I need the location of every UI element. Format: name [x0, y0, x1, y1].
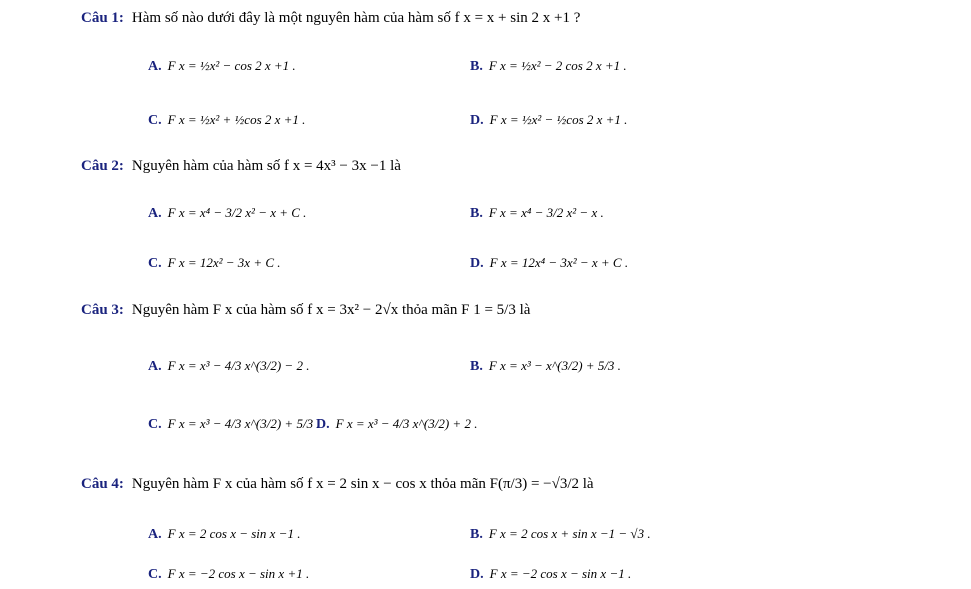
question-number: Câu 2:: [81, 158, 124, 174]
option-3d: D. F x = x³ − 4/3 x^(3/2) + 2 .: [316, 416, 478, 432]
option-2a: A. F x = x⁴ − 3/2 x² − x + C .: [148, 205, 307, 221]
option-1b: B. F x = ½x² − 2 cos 2 x +1 .: [470, 58, 627, 74]
question-4: [81, 476, 594, 493]
option-2d: D. F x = 12x⁴ − 3x² − x + C .: [470, 255, 629, 271]
question-number: Câu 4:: [81, 476, 124, 492]
question-stem: Nguyên hàm F x của hàm số f x = 2 sin x − cos x thỏa mãn F(π/3) = −√3/2 là: [131, 476, 594, 492]
option-2c: C. F x = 12x² − 3x + C .: [148, 255, 281, 271]
question-stem: Nguyên hàm của hàm số f x = 4x³ − 3x −1 là: [131, 158, 401, 174]
question-stem: Nguyên hàm F x của hàm số f x = 3x² − 2√x thỏa mãn F 1 = 5/3 là: [131, 302, 531, 318]
option-4a: A. F x = 2 cos x − sin x −1 .: [148, 526, 301, 542]
question-number: Câu 3:: [81, 302, 124, 318]
question-3: [81, 302, 530, 319]
question-stem: Hàm số nào dưới đây là một nguyên hàm của hàm số f x = x + sin 2 x +1 ?: [131, 10, 581, 26]
question-number: Câu 1:: [81, 10, 124, 26]
option-4c: C. F x = −2 cos x − sin x +1 .: [148, 566, 310, 582]
option-1c: C. F x = ½x² + ½cos 2 x +1 .: [148, 112, 306, 128]
option-3b: B. F x = x³ − x^(3/2) + 5/3 .: [470, 358, 621, 374]
option-1a: A. F x = ½x² − cos 2 x +1 .: [148, 58, 296, 74]
option-4d: D. F x = −2 cos x − sin x −1 .: [470, 566, 632, 582]
question-1: [81, 10, 580, 27]
option-1d: D. F x = ½x² − ½cos 2 x +1 .: [470, 112, 628, 128]
question-2: [81, 158, 401, 175]
option-3a: A. F x = x³ − 4/3 x^(3/2) − 2 .: [148, 358, 310, 374]
option-4b: B. F x = 2 cos x + sin x −1 − √3 .: [470, 526, 651, 542]
option-2b: B. F x = x⁴ − 3/2 x² − x .: [470, 205, 604, 221]
option-3c: C. F x = x³ − 4/3 x^(3/2) + 5/3 .: [148, 416, 320, 432]
